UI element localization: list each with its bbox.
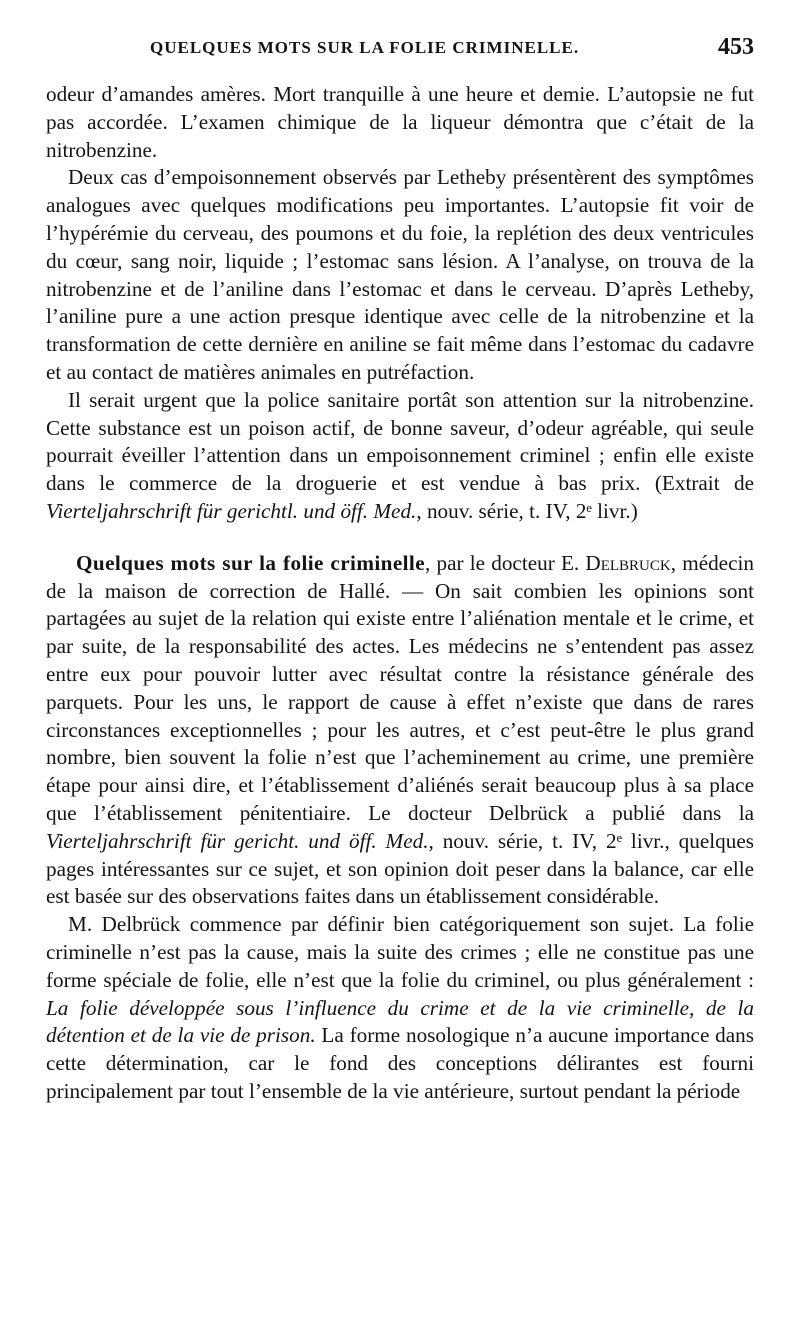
paragraph-text-end: La forme nosologique n’a aucune importance dans cette détermination, car le fond des conceptions délirantes est fourni principalement par tout l’ensemble de la vie antérieure, surtout pendant la période bbox=[46, 1023, 754, 1103]
author-name: Delbruck bbox=[585, 550, 671, 575]
section-heading: Quelques mots sur la folie criminelle bbox=[76, 550, 426, 575]
journal-title: Vierteljahrschrift für gerichtl. und öff. Med. bbox=[46, 498, 417, 523]
section-folie-criminelle bbox=[46, 550, 754, 911]
section-byline: , par le docteur E. bbox=[425, 550, 586, 575]
paragraph-letheby-cases: Deux cas d’empoisonnement observés par Letheby présentèrent des symptômes analogues avec quelques modifications peu importantes. L’autopsie fit voir de l’hypérémie du cerveau, des poumons et du foie, la replétion des deux ventricules du cœur, sang noir, liquide ; l’estomac sans lésion. A l’analyse, on trouva de la nitrobenzine et de l’aniline dans l’estomac et dans le cerveau. D’après Letheby, l’aniline pure a une action presque identique avec celle de la nitrobenzine et la transformation de cette dernière en aniline se fait même dans l’estomac du cadavre et au contact de matières animales en putréfaction. bbox=[46, 165, 754, 384]
journal-title: Vierteljahrschrift für gericht. und öff. Med. bbox=[46, 828, 429, 853]
page-number: 453 bbox=[718, 34, 754, 60]
paragraph-text: Il serait urgent que la police sanitaire portât son attention sur la nitrobenzine. Cette substance est un poison actif, de bonne saveur, d’odeur agréable, qui seule pourrait éveiller l’attention dans un empoisonnement criminel ; enfin elle existe dans le commerce de la droguerie et est vendue à bas prix. (Extrait de bbox=[46, 387, 754, 496]
definition-italic: La folie développée sous l’influence du crime et de la vie criminelle, de la détention et de la vie de prison. bbox=[46, 995, 754, 1048]
paragraph-text: M. Delbrück commence par définir bien catégoriquement son sujet. La folie criminelle n’est pas la cause, mais la suite des crimes ; elle ne constitue pas une forme spéciale de folie, elle n’est que la folie du criminel, ou plus généralement : bbox=[46, 912, 754, 992]
section-text: , médecin de la maison de correction de Hallé. — On sait combien les opinions sont partagées au sujet de la relation qui existe entre l’aliénation mentale et le crime, et par suite, de la responsabilité des actes. Les médecins ne s’entendent pas assez entre eux pour pouvoir lutter avec résultat contre la résistance générale des parquets. Pour les uns, le rapport de cause à effet n’existe que dans de rares circonstances exceptionnelles ; pour les autres, et c’est peut-être le plus grand nombre, bien souvent la folie n’est que l’acheminement au crime, une première étape pour ainsi dire, et l’établissement d’aliénés serait beaucoup plus à sa place que l’établissement pénitentiaire. Le docteur Delbrück a publié dans la bbox=[46, 550, 754, 825]
paragraph-delbruck-definition bbox=[46, 911, 754, 1106]
running-title: QUELQUES MOTS SUR LA FOLIE CRIMINELLE. bbox=[150, 38, 580, 57]
running-header bbox=[46, 34, 754, 68]
paragraph-nitrobenzine-police bbox=[46, 387, 754, 526]
paragraph-continuation: odeur d’amandes amères. Mort tranquille à une heure et demie. L’autopsie ne fut pas accordée. L’examen chimique de la liqueur démontra que c’était de la nitrobenzine. bbox=[46, 82, 754, 162]
section-text-end: , nouv. série, t. IV, 2ᵉ livr., quelques pages intéressantes sur ce sujet, et son opinion doit peser dans la balance, car elle est basée sur des observations faites dans un établissement considérable. bbox=[46, 828, 754, 909]
paragraph-text-end: , nouv. série, t. IV, 2ᵉ livr.) bbox=[416, 498, 638, 523]
page-body bbox=[46, 81, 754, 1106]
